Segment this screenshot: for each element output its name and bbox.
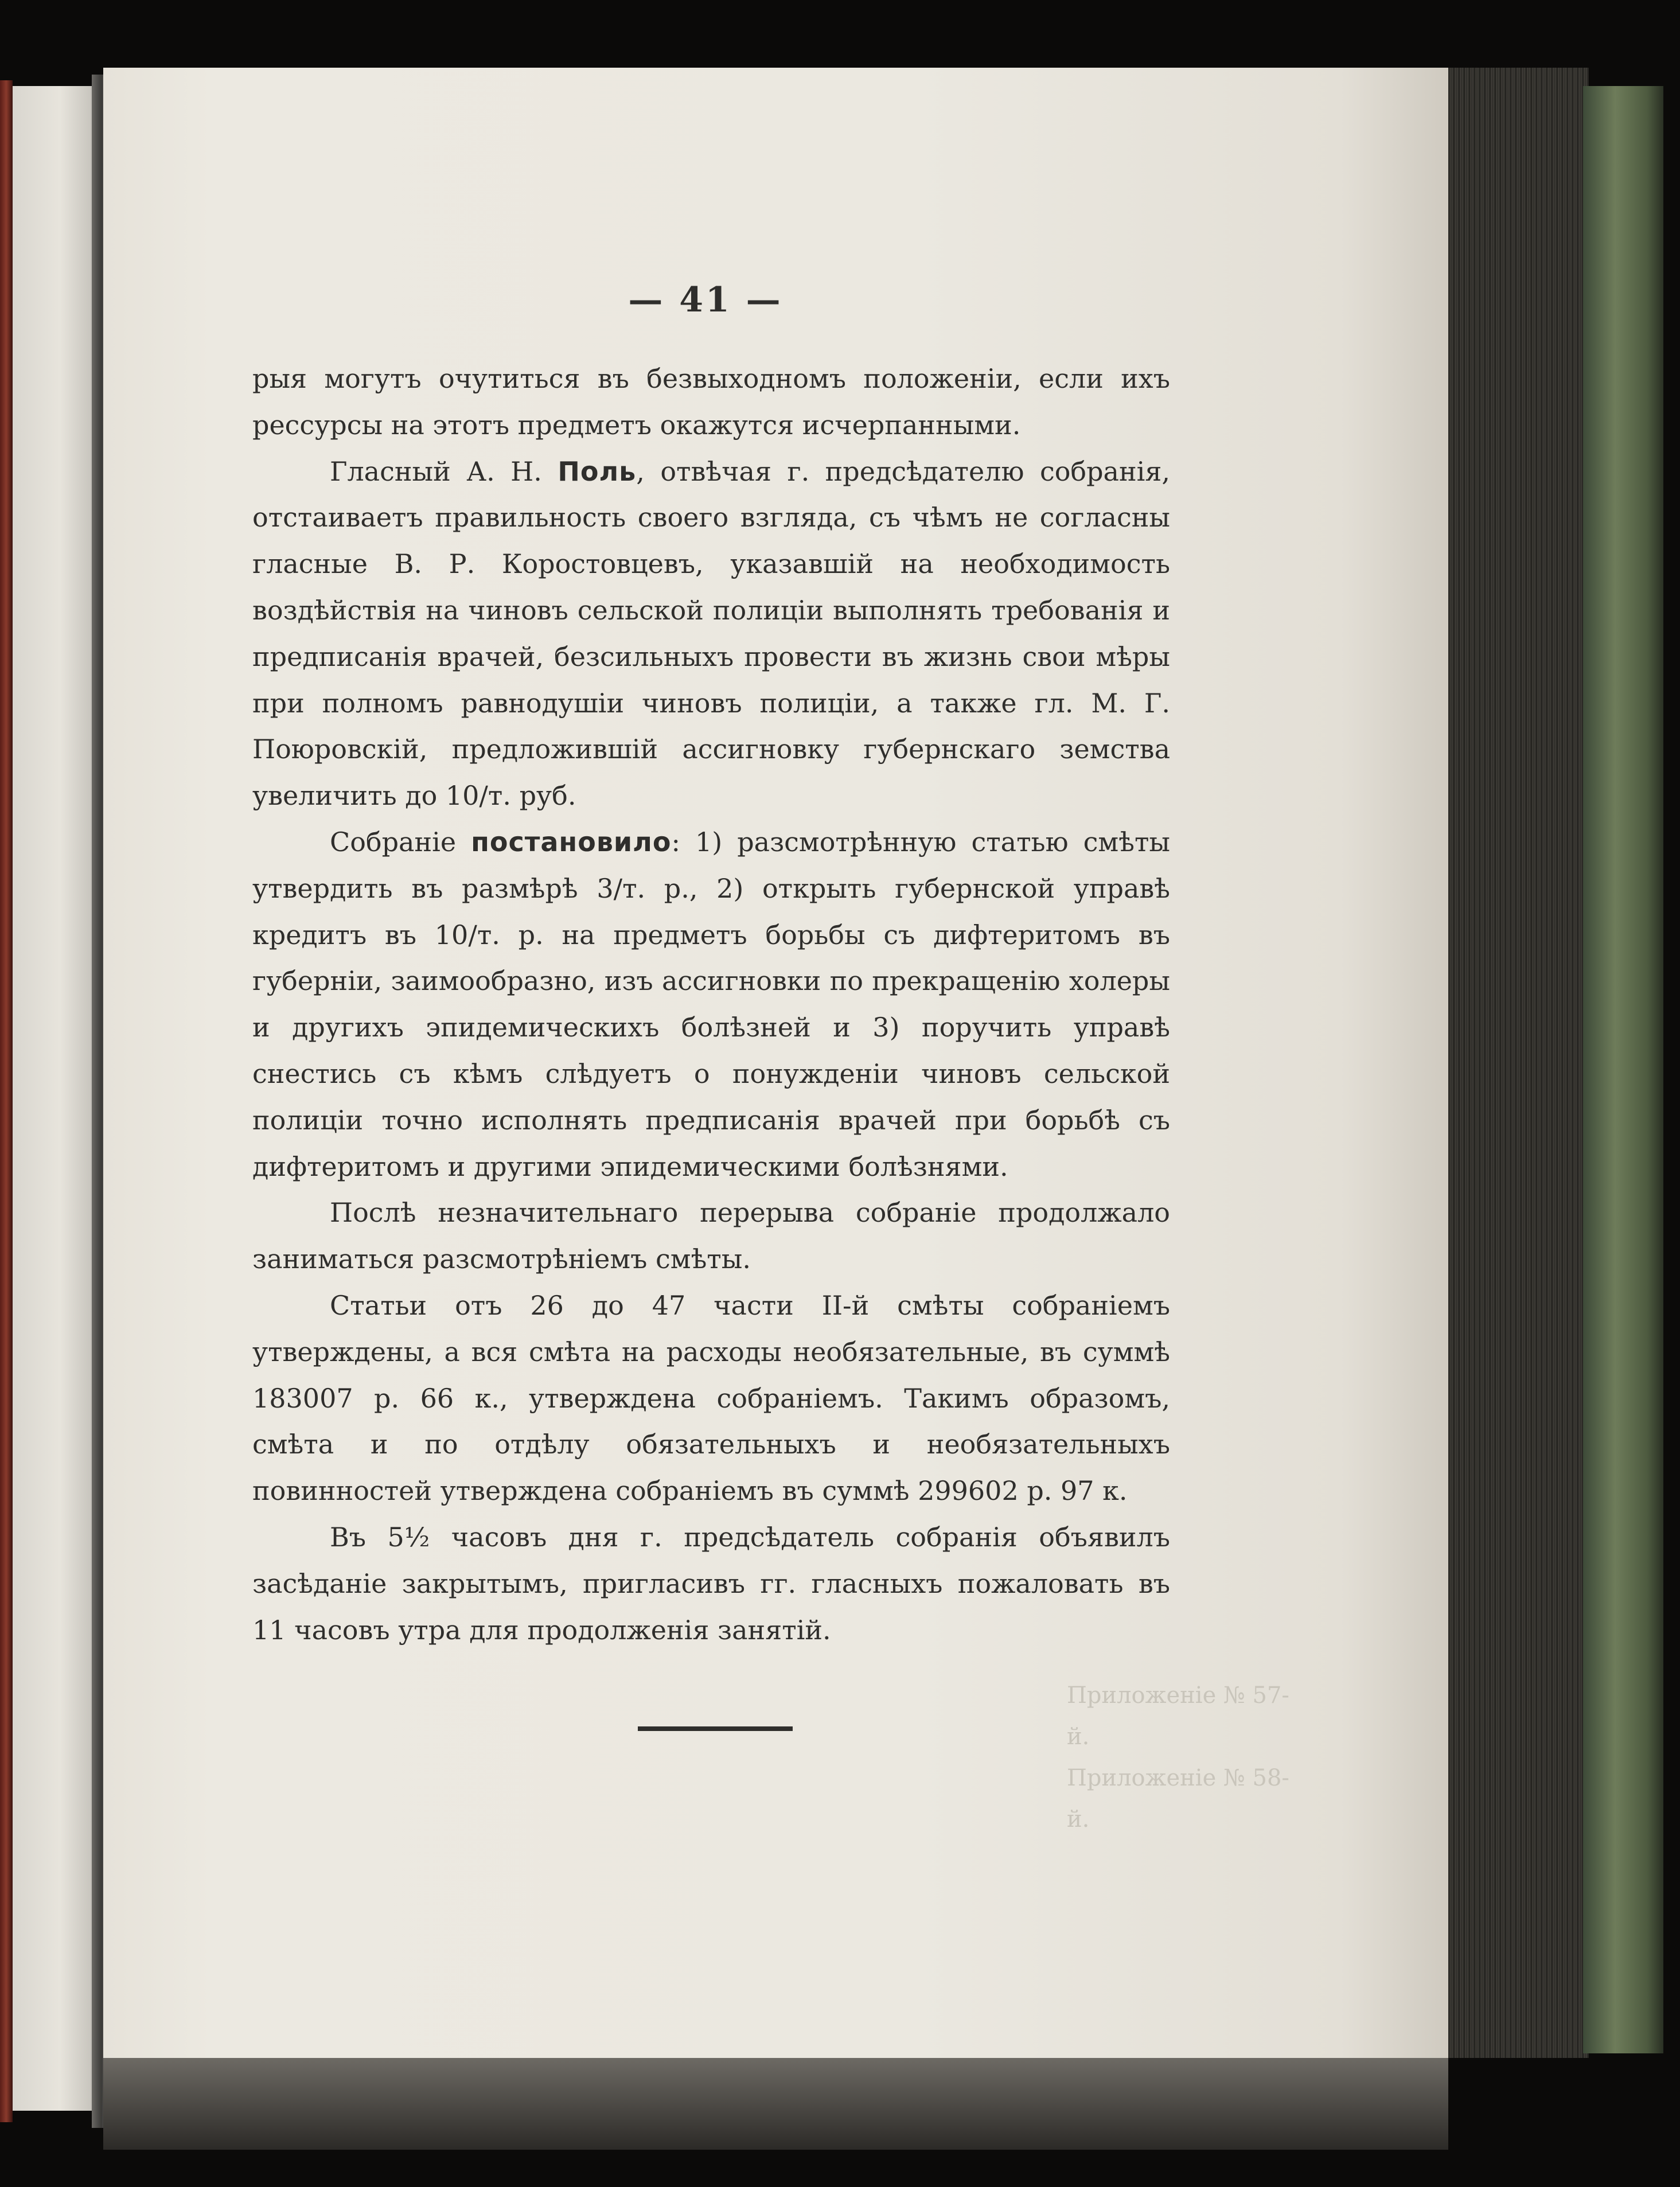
paragraph-3-after: : 1) разсмотрѣнную статью смѣты утвердить въ размѣрѣ 3/т. р., 2) открыть губернской управѣ кредитъ въ 10/т. р. на предметъ борьбы съ дифтеритомъ въ губерніи, заимообразно, изъ ассигновки по прекращенію холеры и другихъ эпидемическихъ болѣзней и 3) поручить управѣ снестись съ кѣмъ слѣдуетъ о понужденіи чиновъ сельской полиціи точно исполнять предписанія врачей при борьбѣ съ дифтеритомъ и другими эпидемическими болѣзнями.	[252, 826, 1171, 1182]
resolution-keyword: постановило	[471, 826, 672, 857]
paragraph-3	[252, 819, 1170, 1190]
paragraph-1: рыя могутъ очутиться въ безвыходномъ положеніи, если ихъ рессурсы на этотъ предметъ окажутся исчерпанными.	[252, 363, 1170, 440]
binding-edge	[0, 80, 13, 2122]
paragraph-6: Въ 5½ часовъ дня г. предсѣдатель собранія объявилъ засѣданіе закрытымъ, пригласивъ гг. гласныхъ пожаловать въ 11 часовъ утра для продолженія занятій.	[252, 1521, 1170, 1646]
facing-page-edge	[13, 86, 99, 2111]
paragraph-2-after: , отвѣчая г. предсѣдателю собранія, отстаиваетъ правильность своего взгляда, съ чѣмъ не согласны гласные В. Р. Коростовцевъ, указавшій на необходимость воздѣйствія на чиновъ сельской полиціи выполнять требованія и предписанія врачей, безсильныхъ провести въ жизнь свои мѣры при полномъ равнодушіи чиновъ полиціи, а также гл. М. Г. Поюровскій, предложившій ассигновку губернскаго земства увеличить до 10/т. руб.	[252, 455, 1170, 812]
cover-board	[1583, 86, 1663, 2053]
bleed-through-line: Приложеніе № 58-й.	[1067, 1765, 1289, 1833]
page-bottom-shadow	[103, 2058, 1448, 2150]
page-stack-edge	[1445, 68, 1589, 2058]
page-number: — 41 —	[628, 280, 783, 320]
page-body	[252, 356, 1170, 1653]
bleed-through-text	[1067, 1675, 1296, 1840]
paragraph-5: Статьи отъ 26 до 47 части II-й смѣты собраніемъ утверждены, а вся смѣта на расходы необязательные, въ суммѣ 183007 р. 66 к., утверждена собраніемъ. Такимъ образомъ, смѣта и по отдѣлу обязательныхъ и необязательныхъ повинностей утверждена собраніемъ въ суммѣ 299602 р. 97 к.	[252, 1289, 1170, 1507]
paragraph-2	[252, 449, 1170, 819]
bleed-through-line: Приложеніе № 57-й.	[1067, 1682, 1289, 1750]
end-rule	[638, 1726, 793, 1731]
paragraph-2-before: Гласный А. Н.	[330, 455, 558, 487]
paragraph-3-before: Собраніе	[330, 826, 471, 857]
speaker-name: Поль	[558, 455, 637, 487]
paragraph-4: Послѣ незначительнаго перерыва собраніе продолжало заниматься разсмотрѣніемъ смѣты.	[252, 1197, 1170, 1275]
